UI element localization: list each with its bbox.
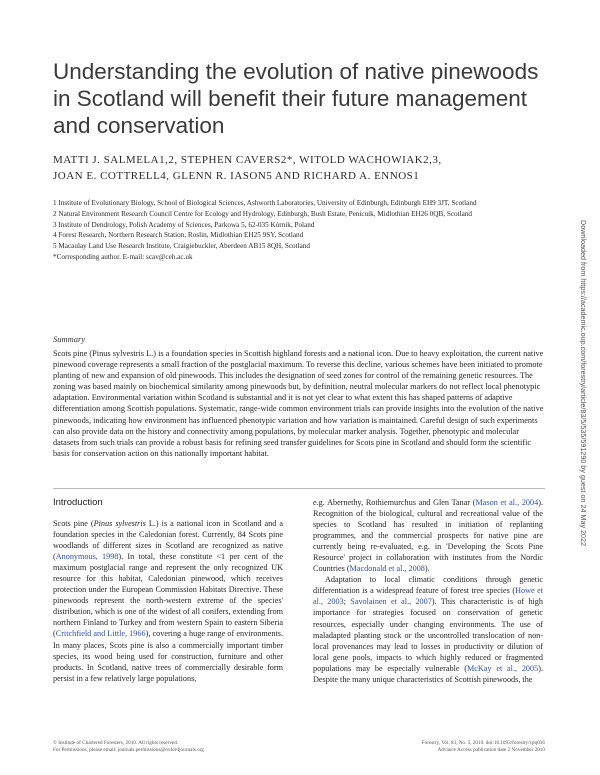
text-run: ).: [424, 564, 430, 574]
species-name: Pinus sylvestris: [93, 519, 146, 528]
citation-link[interactable]: Macdonald et al., 2008: [349, 564, 425, 574]
affiliation-2: 2 Natural Environment Research Council Centre for Ecology and Hydrology, Edinburgh, Bush Estate, Penicuik, Midlothian EH26 0QB, Scotland: [53, 209, 472, 218]
journal-citation: Forestry, Vol. 83, No. 5, 2010. doi:10.1093/forestry/cpq036: [421, 740, 545, 746]
permissions-line: For Permissions, please email: journals.permissions@oxfordjournals.org: [53, 747, 204, 753]
text-run: Adaptation to local climatic conditions through genetic differentiation is a widespread feature of forest tree species (: [313, 575, 543, 596]
summary-abstract: Scots pine (Pinus sylvestris L.) is a foundation species in Scottish highland forests and a national icon. Due to heavy exploitation, the current native pinewood coverage represents a small fraction of the postglacial maximum. To reverse this decline, various schemes have been initiated to promote planting of new and expansion of old pinewoods. This includes the designation of seed zones for control of the remaining genetic resources. The zoning was based mainly on biochemical similarity among pinewoods but, by definition, neutral molecular markers do not reflect local phenotypic adaptation. Environmental variation within Scotland is substantial and it is not yet clear to what extent this has shaped patterns of adaptive differentiation among Scottish populations. Systematic, range-wide common environment trials can provide insights into the evolution of the native pinewoods, indicating how environment has influenced phenotypic variation and how variation is maintained. Careful design of such experiments can also provide data on the history and connectivity among populations, by molecular marker analysis. Together, phenotypic and molecular datasets from such trials can provide a robust basis for refining seed transfer guidelines for Scots pine in Scotland and should form the scientific basis for conservation action on this nationally important habitat.: [53, 349, 544, 458]
text-run: Scots pine (: [53, 519, 94, 528]
footer-copyright: [53, 740, 283, 754]
citation-link[interactable]: Critchfield and Little, 1966: [55, 629, 146, 639]
publication-date: Advance Access publication date 2 November 2010: [437, 747, 545, 753]
copyright-line: © Institute of Chartered Foresters, 2010. All rights reserved.: [53, 740, 179, 746]
text-run: L.) is a national icon in Scotland and a foundation species in the Caledonian forest. Currently, 84 Scots pine woodlands of different sizes in Scotland are recognized as native (: [53, 519, 283, 562]
introduction-heading: Introduction: [53, 497, 103, 508]
text-column-left: [53, 518, 283, 684]
summary-heading: Summary: [53, 334, 86, 344]
citation-link[interactable]: Mason et al., 2004: [475, 498, 539, 507]
text-column-right: [313, 497, 543, 685]
citation-link[interactable]: Savolainen et al., 2007: [350, 597, 432, 607]
affiliation-5: 5 Macaulay Land Use Research Institute, Craigiebuckler, Aberdeen AB15 8QH, Scotland: [53, 242, 310, 251]
section-divider: [53, 488, 545, 489]
citation-link[interactable]: Anonymous, 1998: [55, 552, 119, 562]
affiliation-1: 1 Institute of Evolutionary Biology, School of Biological Sciences, Ashworth Laboratories, University of Edinburgh, Edinburgh EH9 3JT, Scotland: [53, 199, 477, 207]
affiliation-4: 4 Forest Research, Northern Research Station, Roslin, Midlothian EH25 9SY, Scotland: [53, 231, 304, 240]
intro-paragraph-1-cont: [313, 497, 543, 574]
text-run: ;: [343, 597, 351, 607]
corresponding-author: *Corresponding author. E-mail: scav@ceh.ac.uk: [53, 252, 193, 261]
text-run: ). Despite the many unique characteristics of Scottish pinewoods, the: [313, 663, 543, 684]
text-run: ). This characteristic is of high importance for strategies focused on conservation of genetic resources, especially under changing environments. The use of maladapted planting stock or the uncontrolled translocation of non-local provenances may lead to losses in productivity or dilution of local gene pools, impacts to which highly reduced or fragmented populations may be especially vulnerable (: [313, 597, 543, 673]
text-run: ). In total, these constitute <1 per cent of the maximum postglacial range and represent the only recognized UK resource for this habitat, Caledonian pinewood, which receives protection under the European Commission Habitats Directive. These pinewoods represent the north-western extreme of the species' distribution, which is one of the widest of all conifers, extending from northern Finland to Turkey and from western Spain to eastern Siberia (: [53, 552, 283, 639]
download-note: Downloaded from https://academic.oup.com/forestry/article/83/5/535/591290 by guest on 24 May 2022: [579, 220, 588, 547]
author-line-2: JOAN E. COTTRELL4, GLENN R. IASON5 AND RICHARD A. ENNOS1: [53, 170, 420, 182]
citation-link[interactable]: McKay et al., 2005: [467, 663, 539, 673]
download-watermark: [578, 220, 590, 600]
author-line-1: MATTI J. SALMELA1,2, STEPHEN CAVERS2*, WITOLD WACHOWIAK2,3,: [53, 154, 442, 166]
text-run: e.g. Abernethy, Rothiemurchus and Glen Tanar (: [313, 498, 476, 507]
footer-journal-info: [313, 740, 545, 754]
intro-paragraph-1: [53, 518, 283, 684]
text-run: ), covering a huge range of environments. In many places, Scots pine is also a commercially important timber species, its wood being used for construction, furniture and other products. In Scotland, native trees of commercially desirable form persist in a few relatively large populations,: [53, 629, 283, 683]
affiliation-3: 3 Institute of Dendrology, Polish Academy of Sciences, Parkowa 5, 62-035 Kórnik, Poland: [53, 220, 315, 229]
author-list: [53, 152, 523, 184]
intro-paragraph-2: [313, 574, 543, 684]
text-run: ). Recognition of the biological, cultural and recreational value of the species to Scotland has resulted in initiation of replanting programmes, and the commercial prospects for native pine are currently being re-evaluated, e.g. in 'Developing the Scots Pine Resource' project in collaboration with institutes from the Nordic Countries (: [313, 498, 543, 574]
paper-title: Understanding the evolution of native pinewoods in Scotland will benefit their future management and conservation: [53, 59, 539, 138]
citation-link[interactable]: Howe et al., 2003: [313, 586, 543, 607]
affiliations: [53, 198, 523, 263]
